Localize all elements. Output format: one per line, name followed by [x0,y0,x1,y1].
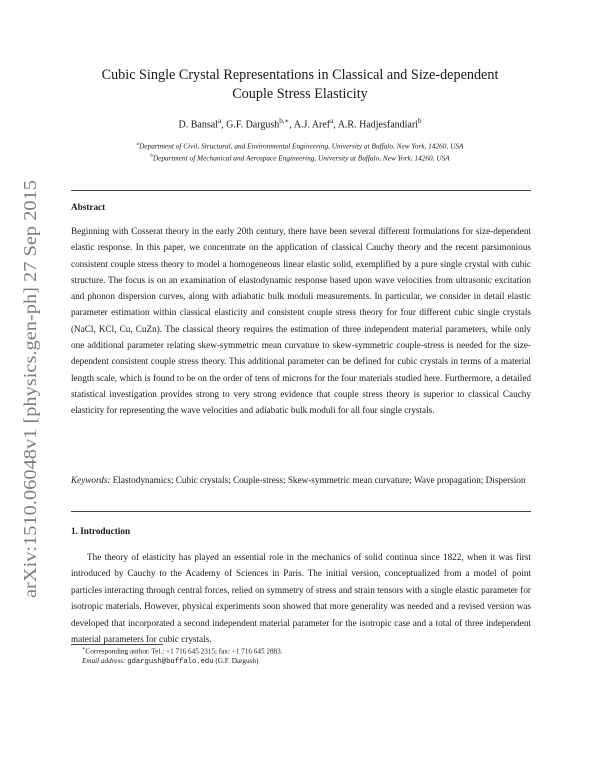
footnote-mark: ∗ [82,647,86,652]
paper-title [70,66,530,104]
author-name: D. Bansal [178,119,218,131]
affiliation-mark: a [136,141,140,147]
affiliations [70,139,530,164]
affiliation-text: Department of Mechanical and Aerospace Engineering, University at Buffalo, New York, 14260, USA [152,153,450,163]
footnote-text: Corresponding author. Tel.: +1 716 645 2315; fax: +1 716 645 2883. [85,647,283,656]
affiliation-text: Department of Civil, Structural, and Environmental Engineering, University at Buffalo, New York, 14260, USA [139,141,464,151]
footnote [82,645,522,667]
author-mark: a [330,117,334,125]
email-address[interactable]: gdargush@buffalo.edu [127,658,214,667]
keywords-label: Keywords: [71,475,111,485]
divider-bottom [71,511,531,512]
footnote-corresponding [82,645,522,656]
author-name: G.F. Dargush [226,119,280,131]
email-label: Email address: [82,657,126,666]
abstract-text: Beginning with Cosserat theory in the early 20th century, there have been several different formulations for size-dependent elastic response. In this paper, we concentrate on the application of classical Cauchy theory and the recent parsimonious consistent couple stress theory to model a homogeneous linear elastic solid, exemplified by a pure single crystal with cubic structure. The focus is on an examination of elastodynamic response based upon wave velocities from ultrasonic excitation and phonon dispersion curves, along with adiabatic bulk moduli measurements. In particular, we consider in detail elastic parameter estimation within classical elasticity and consistent couple stress theory for four different cubic single crystals (NaCl, KCl, Cu, CuZn). The classical theory requires the estimation of three independent material parameters, while only one additional parameter relating skew-symmetric mean curvature to skew-symmetric couple-stress is needed for the size-dependent consistent couple stress theory. This additional parameter can be defined for cubic crystals in terms of a material length scale, which is found to be on the order of tens of microns for the four materials studied here. Furthermore, a detailed statistical investigation provides strong to very strong evidence that couple stress theory is superior to classical Cauchy elasticity for representing the wave velocities and adiabatic bulk moduli for all four single crystals. [71,226,531,416]
footnote-email [82,656,522,667]
title-line-2: Couple Stress Elasticity [232,86,368,102]
email-name: (G.F. Dargush) [215,657,259,666]
author-name: A.J. Aref [293,119,331,131]
affiliation-mark: b [150,153,153,160]
keywords-text: Elastodynamics; Cubic crystals; Couple-stress; Skew-symmetric mean curvature; Wave propagation; Dispersion [112,475,526,485]
section-heading: 1. Introduction [71,526,131,536]
intro-paragraph: The theory of elasticity has played an essential role in the mechanics of solid continua since 1822, when it was first introduced by Cauchy to the Academy of Sciences in Paris. The initial version, conceptualized from a model of point particles interacting through central forces, relied on symmetry of stress and strain tensors with a single elastic parameter for isotropic materials. However, physical experiments soon showed that more generality was needed and a revised version was developed that incorporated a second independent material parameter for the isotropic case and a total of three independent material parameters for cubic crystals. [71,552,531,645]
author-list: D. Bansal$^a$, G.F. Dargush$^{b,∗}$, A.J. Aref$^a$, A.R. Hadjesfandiari$^b$ [178,117,422,131]
affiliation-a [70,139,530,151]
affiliation-b [70,151,530,163]
title-line-1: Cubic Single Crystal Representations in Classical and Size-dependent [101,67,499,83]
author-name: A.R. Hadjesfandiari [337,119,418,131]
arxiv-stamp [6,178,50,598]
arxiv-stamp-text: arXiv:1510.06048v1 [physics.gen-ph] 27 Sep 2015 [20,239,40,598]
divider-top [71,190,531,191]
keywords [71,472,531,488]
author-mark: b,∗ [279,117,290,125]
author-mark: b [417,117,422,125]
author-mark: a [217,117,222,125]
abstract-heading: Abstract [71,202,106,212]
